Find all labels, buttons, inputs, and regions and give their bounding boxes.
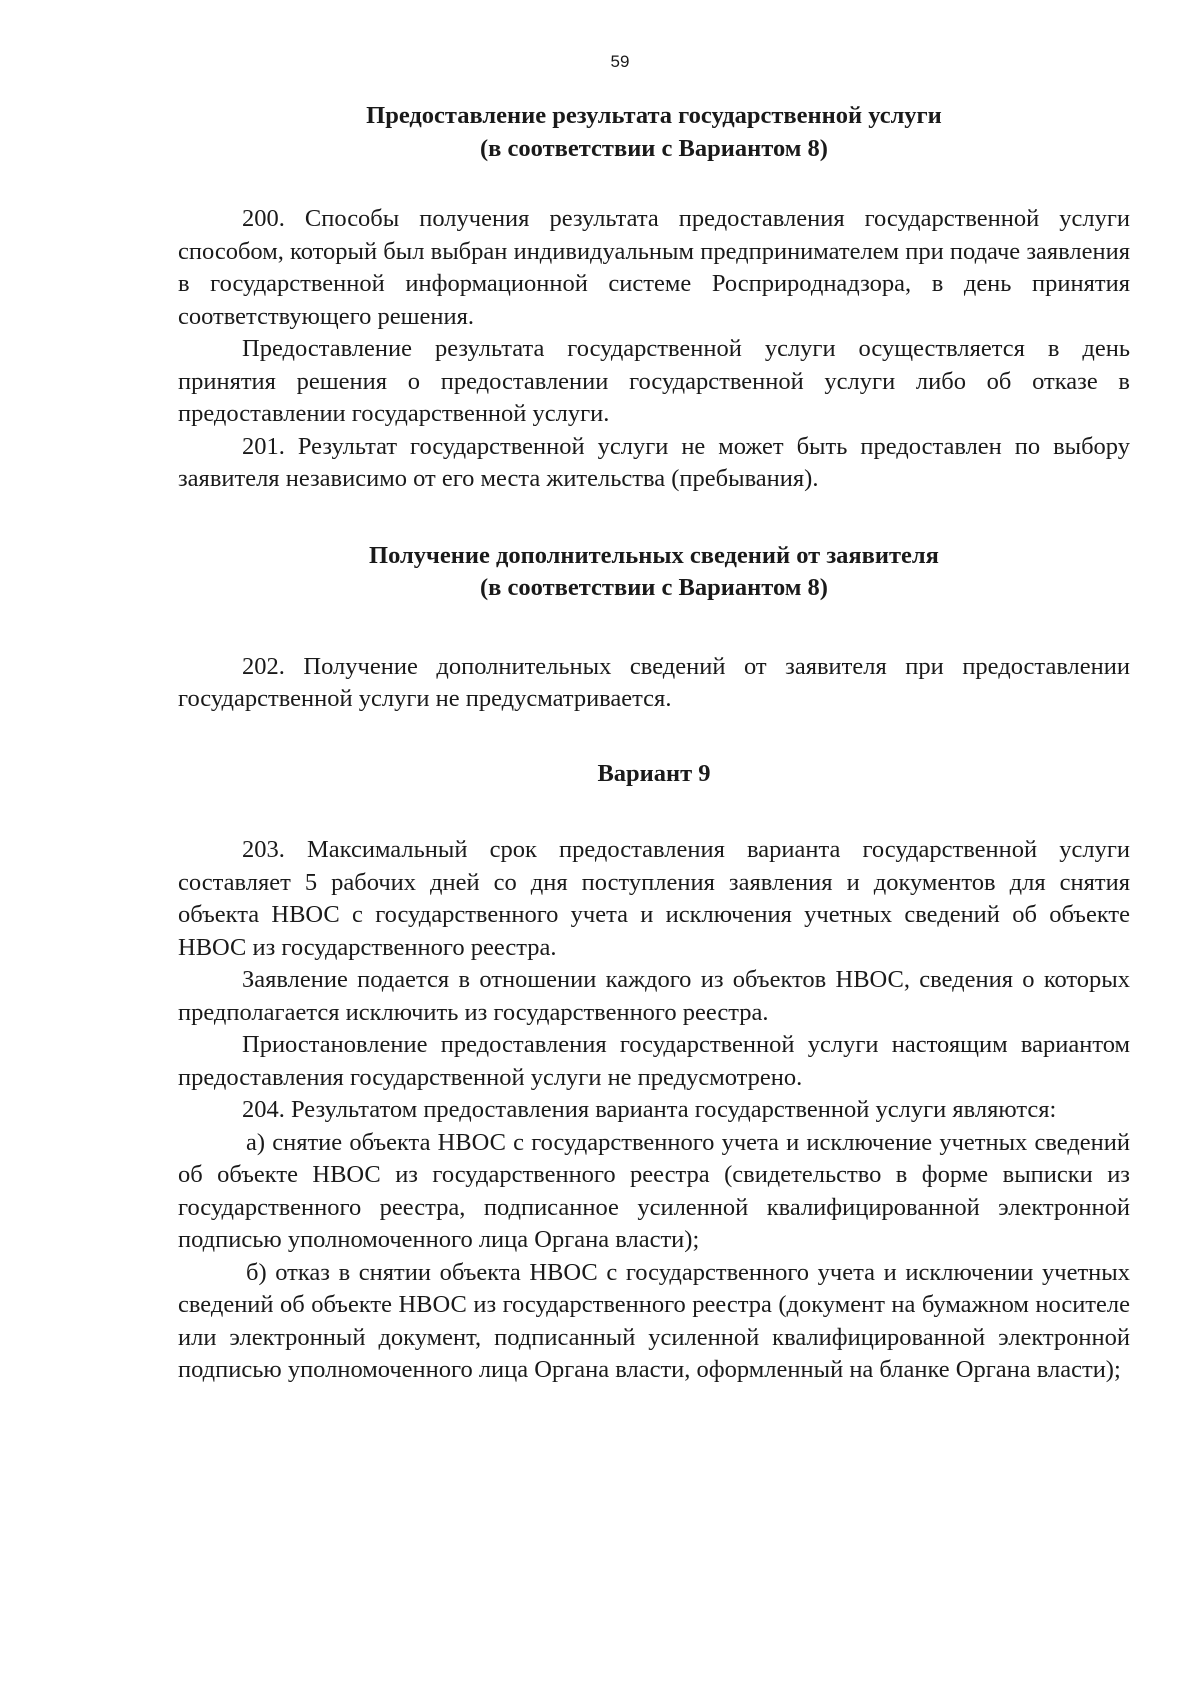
paragraph-202: 202. Получение дополнительных сведений от заявителя при предоставлении государственной услуги не предусматривается.: [178, 652, 1130, 712]
section-heading-additional-info: [178, 540, 1130, 605]
heading-line: (в соответствии с Вариантом 8): [480, 574, 828, 601]
paragraph-result-timing: Предоставление результата государственной услуги осуществляется в день принятия решения о предоставлении государственной услуги либо об отказе в предоставлении государственной услуги.: [178, 335, 1130, 427]
document-body: [178, 100, 1130, 1387]
paragraph-application: Заявление подается в отношении каждого из объектов НВОС, сведения о которых предполагается исключить из государственного реестра.: [178, 966, 1130, 1026]
paragraph-203: 203. Максимальный срок предоставления варианта государственной услуги составляет 5 рабочих дней со дня поступления заявления и документов для снятия объекта НВОС с государственного учета и исключения учетных сведений об объекте НВОС из государственного реестра.: [178, 836, 1130, 961]
paragraph-204: 204. Результатом предоставления варианта государственной услуги являются:: [242, 1096, 1057, 1123]
heading-line: Получение дополнительных сведений от заявителя: [369, 541, 939, 569]
paragraph-200: 200. Способы получения результата предоставления государственной услуги способом, который был выбран индивидуальным предпринимателем при подаче заявления в государственной информационной системе Росприроднадзора, в день принятия соответствующего решения.: [178, 205, 1130, 330]
section-heading-variant-9: Вариант 9: [597, 759, 711, 787]
heading-line: (в соответствии с Вариантом 8): [480, 134, 828, 162]
list-item-a: а) снятие объекта НВОС с государственного учета и исключение учетных сведений об объекте НВОС из государственного реестра (свидетельство в форме выписки из государственного реестра, подписанное усиленной квалифицированной электронной подписью уполномоченного лица Органа власти);: [178, 1128, 1130, 1253]
heading-line: Предоставление результата государственной услуги: [366, 102, 942, 129]
list-item-b: б) отказ в снятии объекта НВОС с государственного учета и исключении учетных сведений об объекте НВОС из государственного реестра (документ на бумажном носителе или электронный документ, подписанный усиленной квалифицированной электронной подписью уполномоченного лица Органа власти, оформленный на бланке Органа власти);: [178, 1258, 1130, 1383]
section-heading-result: [178, 100, 1130, 165]
paragraph-suspension: Приостановление предоставления государственной услуги настоящим вариантом предоставления государственной услуги не предусмотрено.: [178, 1031, 1130, 1091]
page-number: 59: [610, 52, 630, 71]
paragraph-201: 201. Результат государственной услуги не может быть предоставлен по выбору заявителя независимо от его места жительства (пребывания).: [178, 432, 1130, 492]
